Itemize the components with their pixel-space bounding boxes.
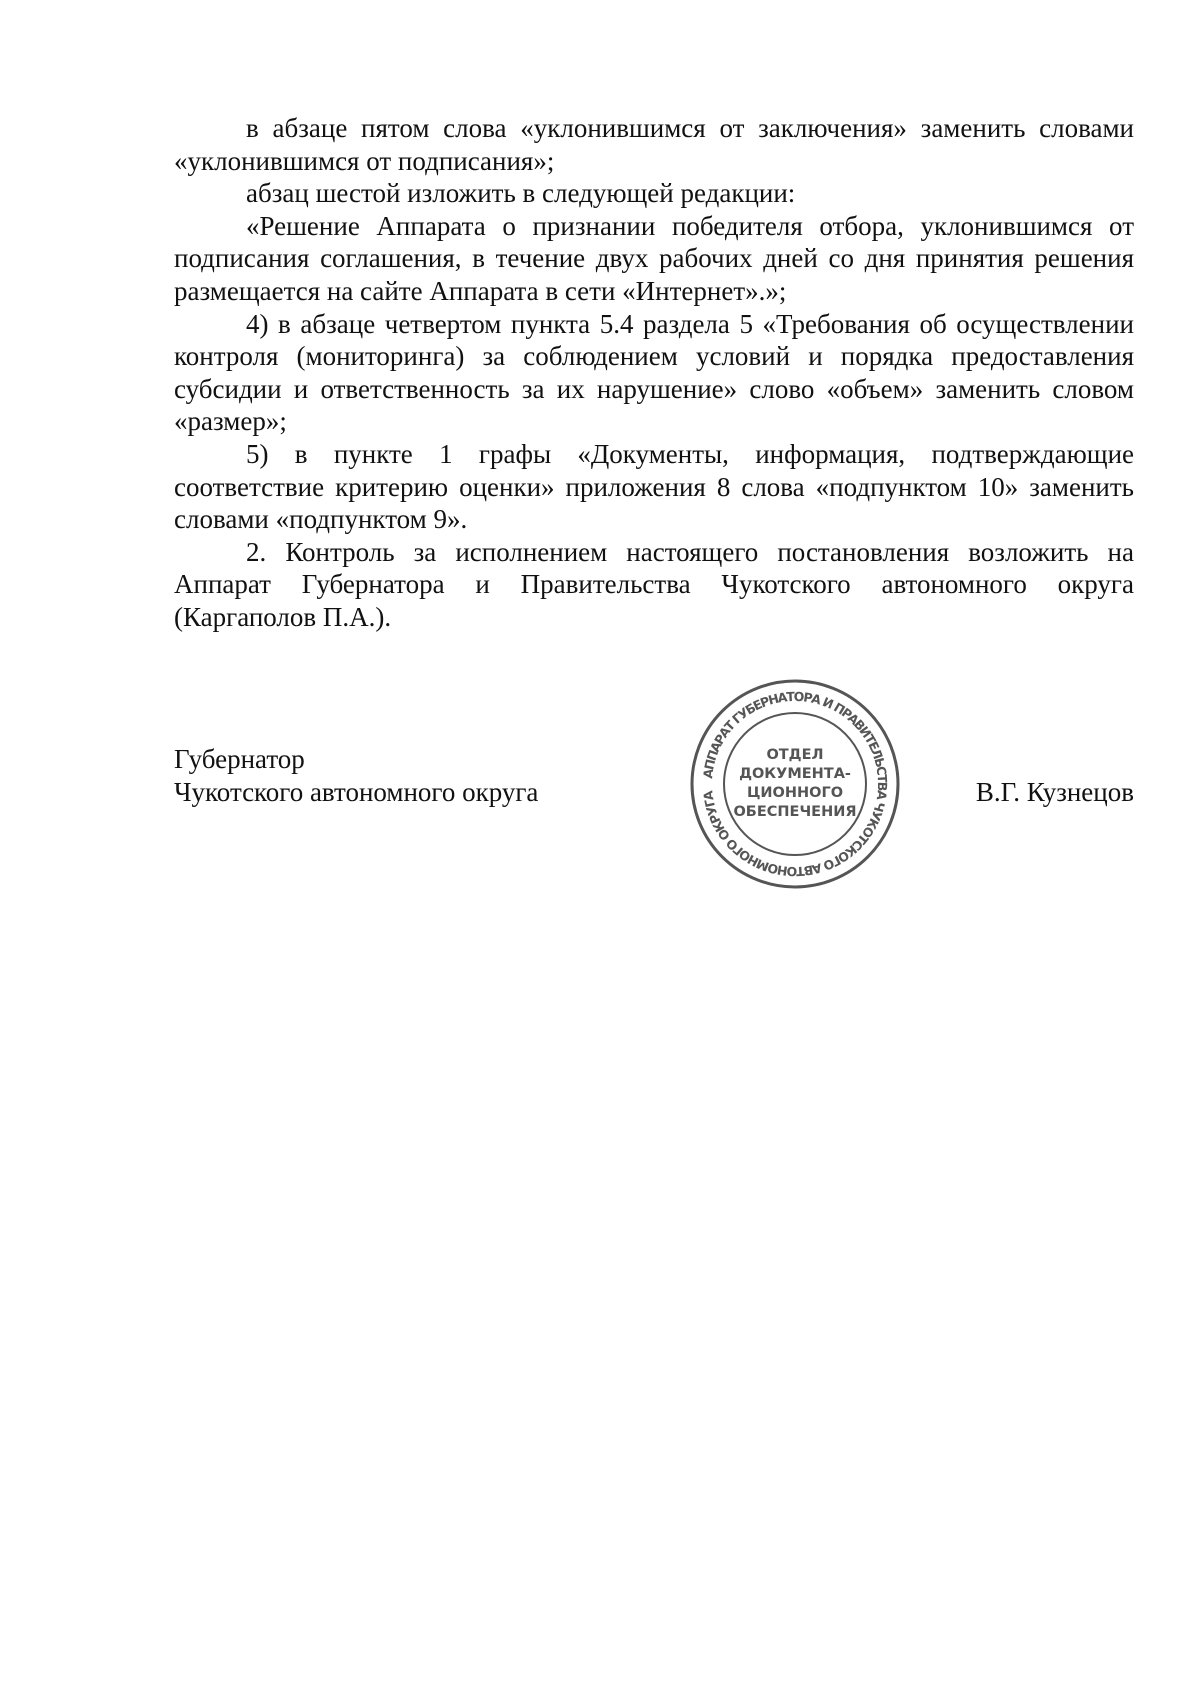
paragraph-control: 2. Контроль за исполнением настоящего постановления возложить на Аппарат Губернатора и Правительства Чукотского автономного округа (Каргаполов П.А.). (174, 536, 1134, 632)
stamp-outer-text: АППАРАТ ГУБЕРНАТОРА И ПРАВИТЕЛЬСТВА ЧУКОТСКОГО АВТОНОМНОГО ОКРУГА (700, 688, 891, 880)
stamp-center-text (733, 747, 856, 820)
signature-position-title: Губернатор (174, 744, 305, 774)
paragraph-abzac-shestoy: абзац шестой изложить в следующей редакции: (246, 178, 796, 209)
stamp-center-line: ДОКУМЕНТА- (739, 766, 851, 782)
signer-name: В.Г. Кузнецов (975, 777, 1134, 807)
stamp-center-line: ЦИОННОГО (746, 785, 844, 801)
stamp-rings (692, 681, 898, 887)
document-body (174, 112, 1134, 634)
official-stamp (687, 676, 903, 892)
stamp-center-line: ОТДЕЛ (766, 747, 824, 763)
signature-position-region: Чукотского автономного округа (174, 776, 539, 807)
paragraph-item-5: 5) в пункте 1 графы «Документы, информация, подтверждающие соответствие критерию оценки» приложения 8 слова «подпунктом 10» заменить словами «подпунктом 9». (174, 438, 1134, 535)
paragraph-item-4: 4) в абзаце четвертом пункта 5.4 раздела 5 «Требования об осуществлении контроля (мониторинга) за соблюдением условий и порядка предоставления субсидии и ответственность за их нарушение» слово «объем» заменить словом «размер»; (174, 308, 1134, 437)
signature-position (174, 743, 538, 808)
paragraph-abzac-pyatyy: в абзаце пятом слова «уклонившимся от заключения» заменить словами «уклонившимся от подписания»; (174, 113, 1134, 176)
stamp-center-line: ОБЕСПЕЧЕНИЯ (733, 804, 857, 820)
paragraph-reshenie-apparata: «Решение Аппарата о признании победителя отбора, уклонившимся от подписания соглашения, в течение двух рабочих дней со дня принятия решения размещается на сайте Аппарата в сети «Интернет».»; (174, 210, 1134, 306)
